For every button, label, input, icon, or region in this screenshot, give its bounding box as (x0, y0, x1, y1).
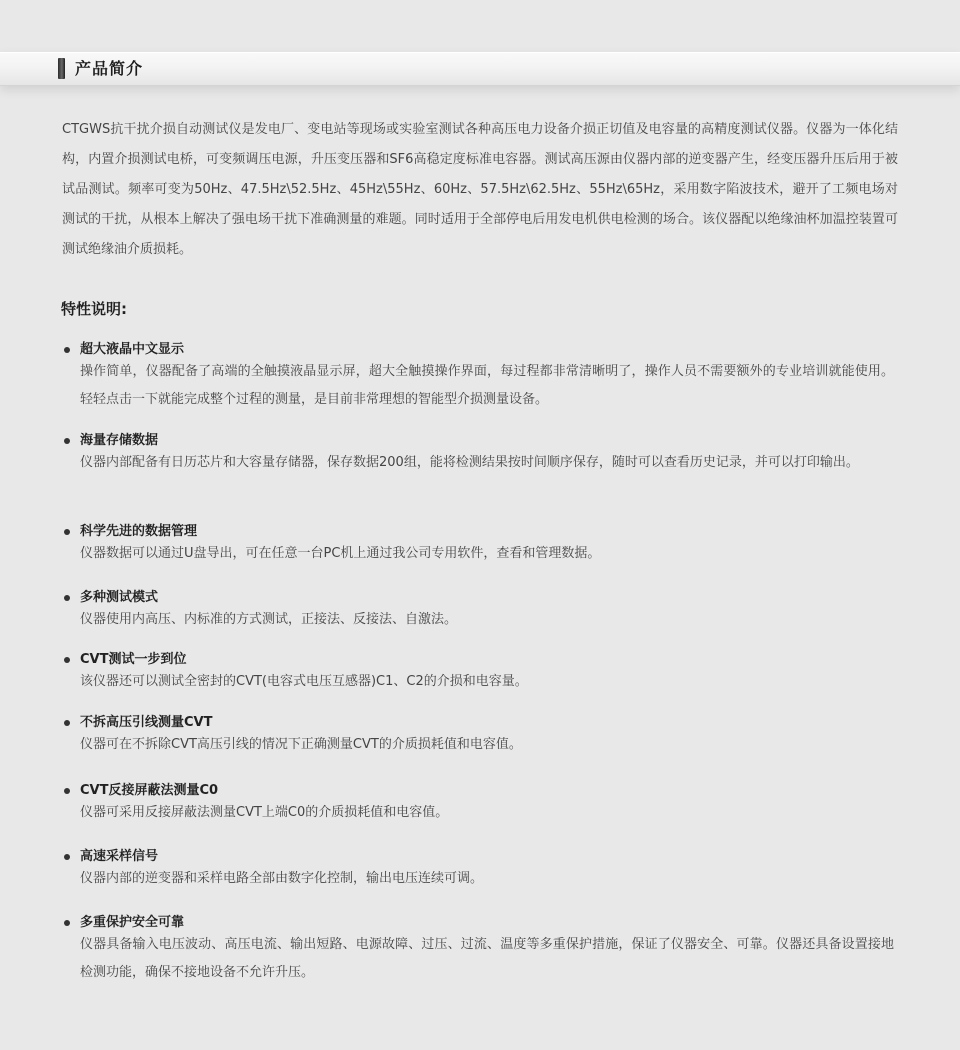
features-heading: 特性说明: (61, 300, 127, 318)
section-title: 产品简介 (75, 59, 144, 78)
bullet-icon (64, 529, 70, 535)
feature-description: 仪器具备输入电压波动、高压电流、输出短路、电源故障、过压、过流、温度等多重保护措施，保证了仪器安全、可靠。仪器还具备设置接地检测功能，确保不接地设备不允许升压。 (80, 937, 894, 980)
bullet-icon (64, 595, 70, 601)
feature-title: 多种测试模式 (80, 590, 159, 605)
feature-description: 仪器内部配备有日历芯片和大容量存储器，保存数据200组，能将检测结果按时间顺序保存，随时可以查看历史记录，并可以打印输出。 (80, 455, 859, 470)
feature-description: 仪器可在不拆除CVT高压引线的情况下正确测量CVT的介质损耗值和电容值。 (80, 737, 522, 752)
bullet-icon (64, 920, 70, 926)
feature-description: 仪器可采用反接屏蔽法测量CVT上端C0的介质损耗值和电容值。 (80, 805, 449, 820)
feature-description: 该仪器还可以测试全密封的CVT(电容式电压互感器)C1、C2的介损和电容量。 (80, 674, 528, 689)
feature-title: CVT反接屏蔽法测量C0 (80, 783, 219, 798)
header-marker-icon (58, 58, 65, 79)
feature-title: CVT测试一步到位 (80, 652, 187, 667)
feature-description: 操作简单，仪器配备了高端的全触摸液晶显示屏，超大全触摸操作界面，每过程都非常清晰明了，操作人员不需要额外的专业培训就能使用。轻轻点击一下就能完成整个过程的测量，是目前非常理想的智能型介损测量设备。 (80, 364, 894, 407)
bullet-icon (64, 347, 70, 353)
bullet-icon (64, 720, 70, 726)
feature-title: 海量存储数据 (80, 433, 159, 448)
bullet-icon (64, 854, 70, 860)
feature-title: 多重保护安全可靠 (80, 915, 185, 930)
feature-description: 仪器数据可以通过U盘导出，可在任意一台PC机上通过我公司专用软件，查看和管理数据。 (80, 546, 601, 561)
bullet-icon (64, 788, 70, 794)
section-header (0, 52, 960, 86)
feature-title: 不拆高压引线测量CVT (80, 715, 213, 730)
bullet-icon (64, 438, 70, 444)
feature-description: 仪器内部的逆变器和采样电路全部由数字化控制，输出电压连续可调。 (80, 871, 484, 886)
feature-description: 仪器使用内高压、内标准的方式测试，正接法、反接法、自激法。 (80, 612, 458, 627)
feature-title: 科学先进的数据管理 (80, 524, 198, 539)
feature-title: 超大液晶中文显示 (80, 342, 185, 357)
feature-title: 高速采样信号 (80, 849, 159, 864)
product-intro-text: CTGWS抗干扰介损自动测试仪是发电厂、变电站等现场或实验室测试各种高压电力设备介损正切值及电容量的高精度测试仪器。仪器为一体化结构，内置介损测试电桥，可变频调压电源，升压变压器和SF6高稳定度标准电容器。测试高压源由仪器内部的逆变器产生，经变压器升压后用于被试品测试。频率可变为50Hz、47.5Hz\52.5Hz、45Hz\55Hz、60Hz、57.5Hz\62.5Hz、55Hz\65Hz，采用数字陷波技术，避开了工频电场对测试的干扰，从根本上解决了强电场干扰下准确测量的难题。同时适用于全部停电后用发电机供电检测的场合。该仪器配以绝缘油杯加温控装置可测试绝缘油介质损耗。 (62, 122, 898, 257)
bullet-icon (64, 657, 70, 663)
